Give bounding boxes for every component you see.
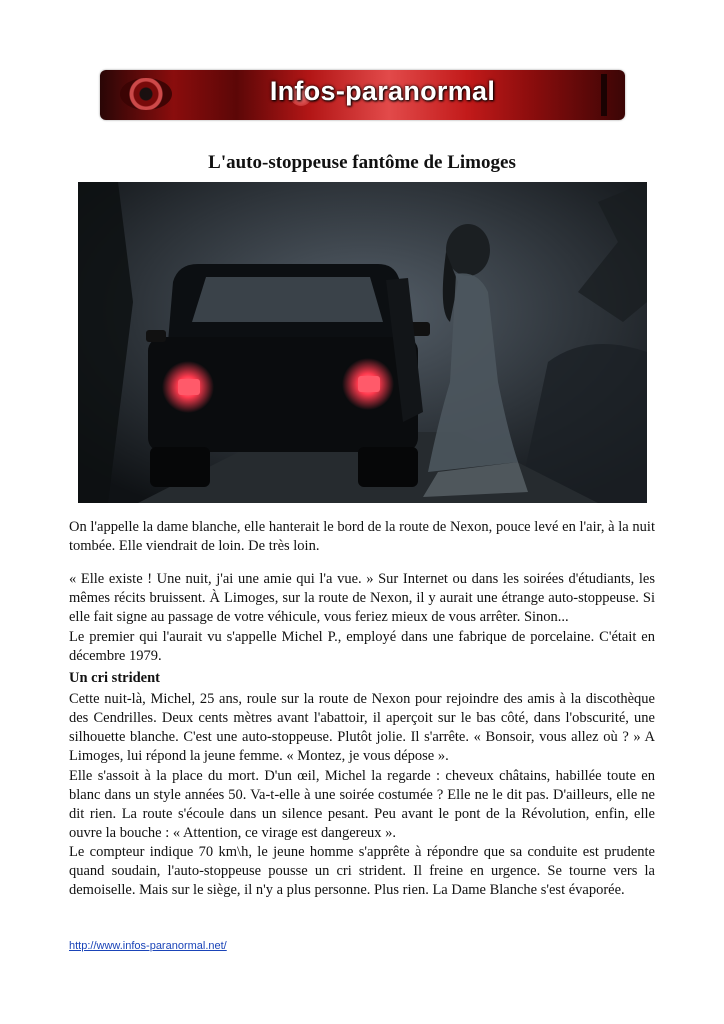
paragraph-1: On l'appelle la dame blanche, elle hanterait le bord de la route de Nexon, pouce levé en l'air, à la nuit tombée. Elle viendrait de loin. De très loin. <box>69 519 655 554</box>
subheading: Un cri strident <box>69 670 161 686</box>
site-title: Infos-paranormal <box>269 76 496 106</box>
tree-icon <box>601 74 607 116</box>
paragraph-3: Le premier qui l'aurait vu s'appelle Michel P., employé dans une fabrique de porcelaine. C'était en décembre 1979. <box>69 629 655 664</box>
article-title: L'auto-stoppeuse fantôme de Limoges <box>208 152 516 173</box>
site-banner <box>100 70 625 120</box>
paragraph-4: Cette nuit-là, Michel, 25 ans, roule sur la route de Nexon pour rejoindre des amis à la discothèque des Cendrilles. Deux cents mètres avant l'abattoir, il aperçoit sur le bas côté, dans l'obscurité, une silhouette blanche. C'est une auto-stoppeuse. Plutôt jolie. Il s'arrête. « Bonsoir, vous allez où ? » A Limoges, lui répond la jeune femme. « Montez, je vous dépose ». <box>69 691 655 764</box>
eye-icon <box>120 78 172 110</box>
footer-url-link[interactable]: http://www.infos-paranormal.net/ <box>69 940 227 952</box>
ghost-car-illustration <box>78 182 647 503</box>
left-taillight <box>178 379 200 395</box>
article-photo <box>78 182 647 503</box>
paragraph-2: « Elle existe ! Une nuit, j'ai une amie qui l'a vue. » Sur Internet ou dans les soirées d'étudiants, les mêmes récits bruissent. À Limoges, sur la route de Nexon, il y aurait une étrange auto-stoppeuse. Si elle fait signe au passage de votre véhicule, vous feriez mieux de vous arrêter. Sinon... <box>69 571 655 625</box>
right-taillight <box>358 376 380 392</box>
paragraph-6: Le compteur indique 70 km\h, le jeune homme s'apprête à répondre que sa conduite est prudente quand soudain, l'auto-stoppeuse pousse un cri strident. Il freine en urgence. Se tourne vers la demoiselle. Mais sur le siège, il n'y a plus personne. Plus rien. La Dame Blanche s'est évaporée. <box>69 844 655 898</box>
paragraph-5: Elle s'assoit à la place du mort. D'un œil, Michel la regarde : cheveux châtains, habillée toute en blanc dans un style années 50. Va-t-elle à une soirée costumée ? Elle ne le dit pas. D'ailleurs, elle ne dit rien. La route s'écoule dans un silence pesant. Peu avant le pont de la Révolution, enfin, elle ouvre la bouche : « Attention, ce virage est dangereux ». <box>69 768 655 841</box>
